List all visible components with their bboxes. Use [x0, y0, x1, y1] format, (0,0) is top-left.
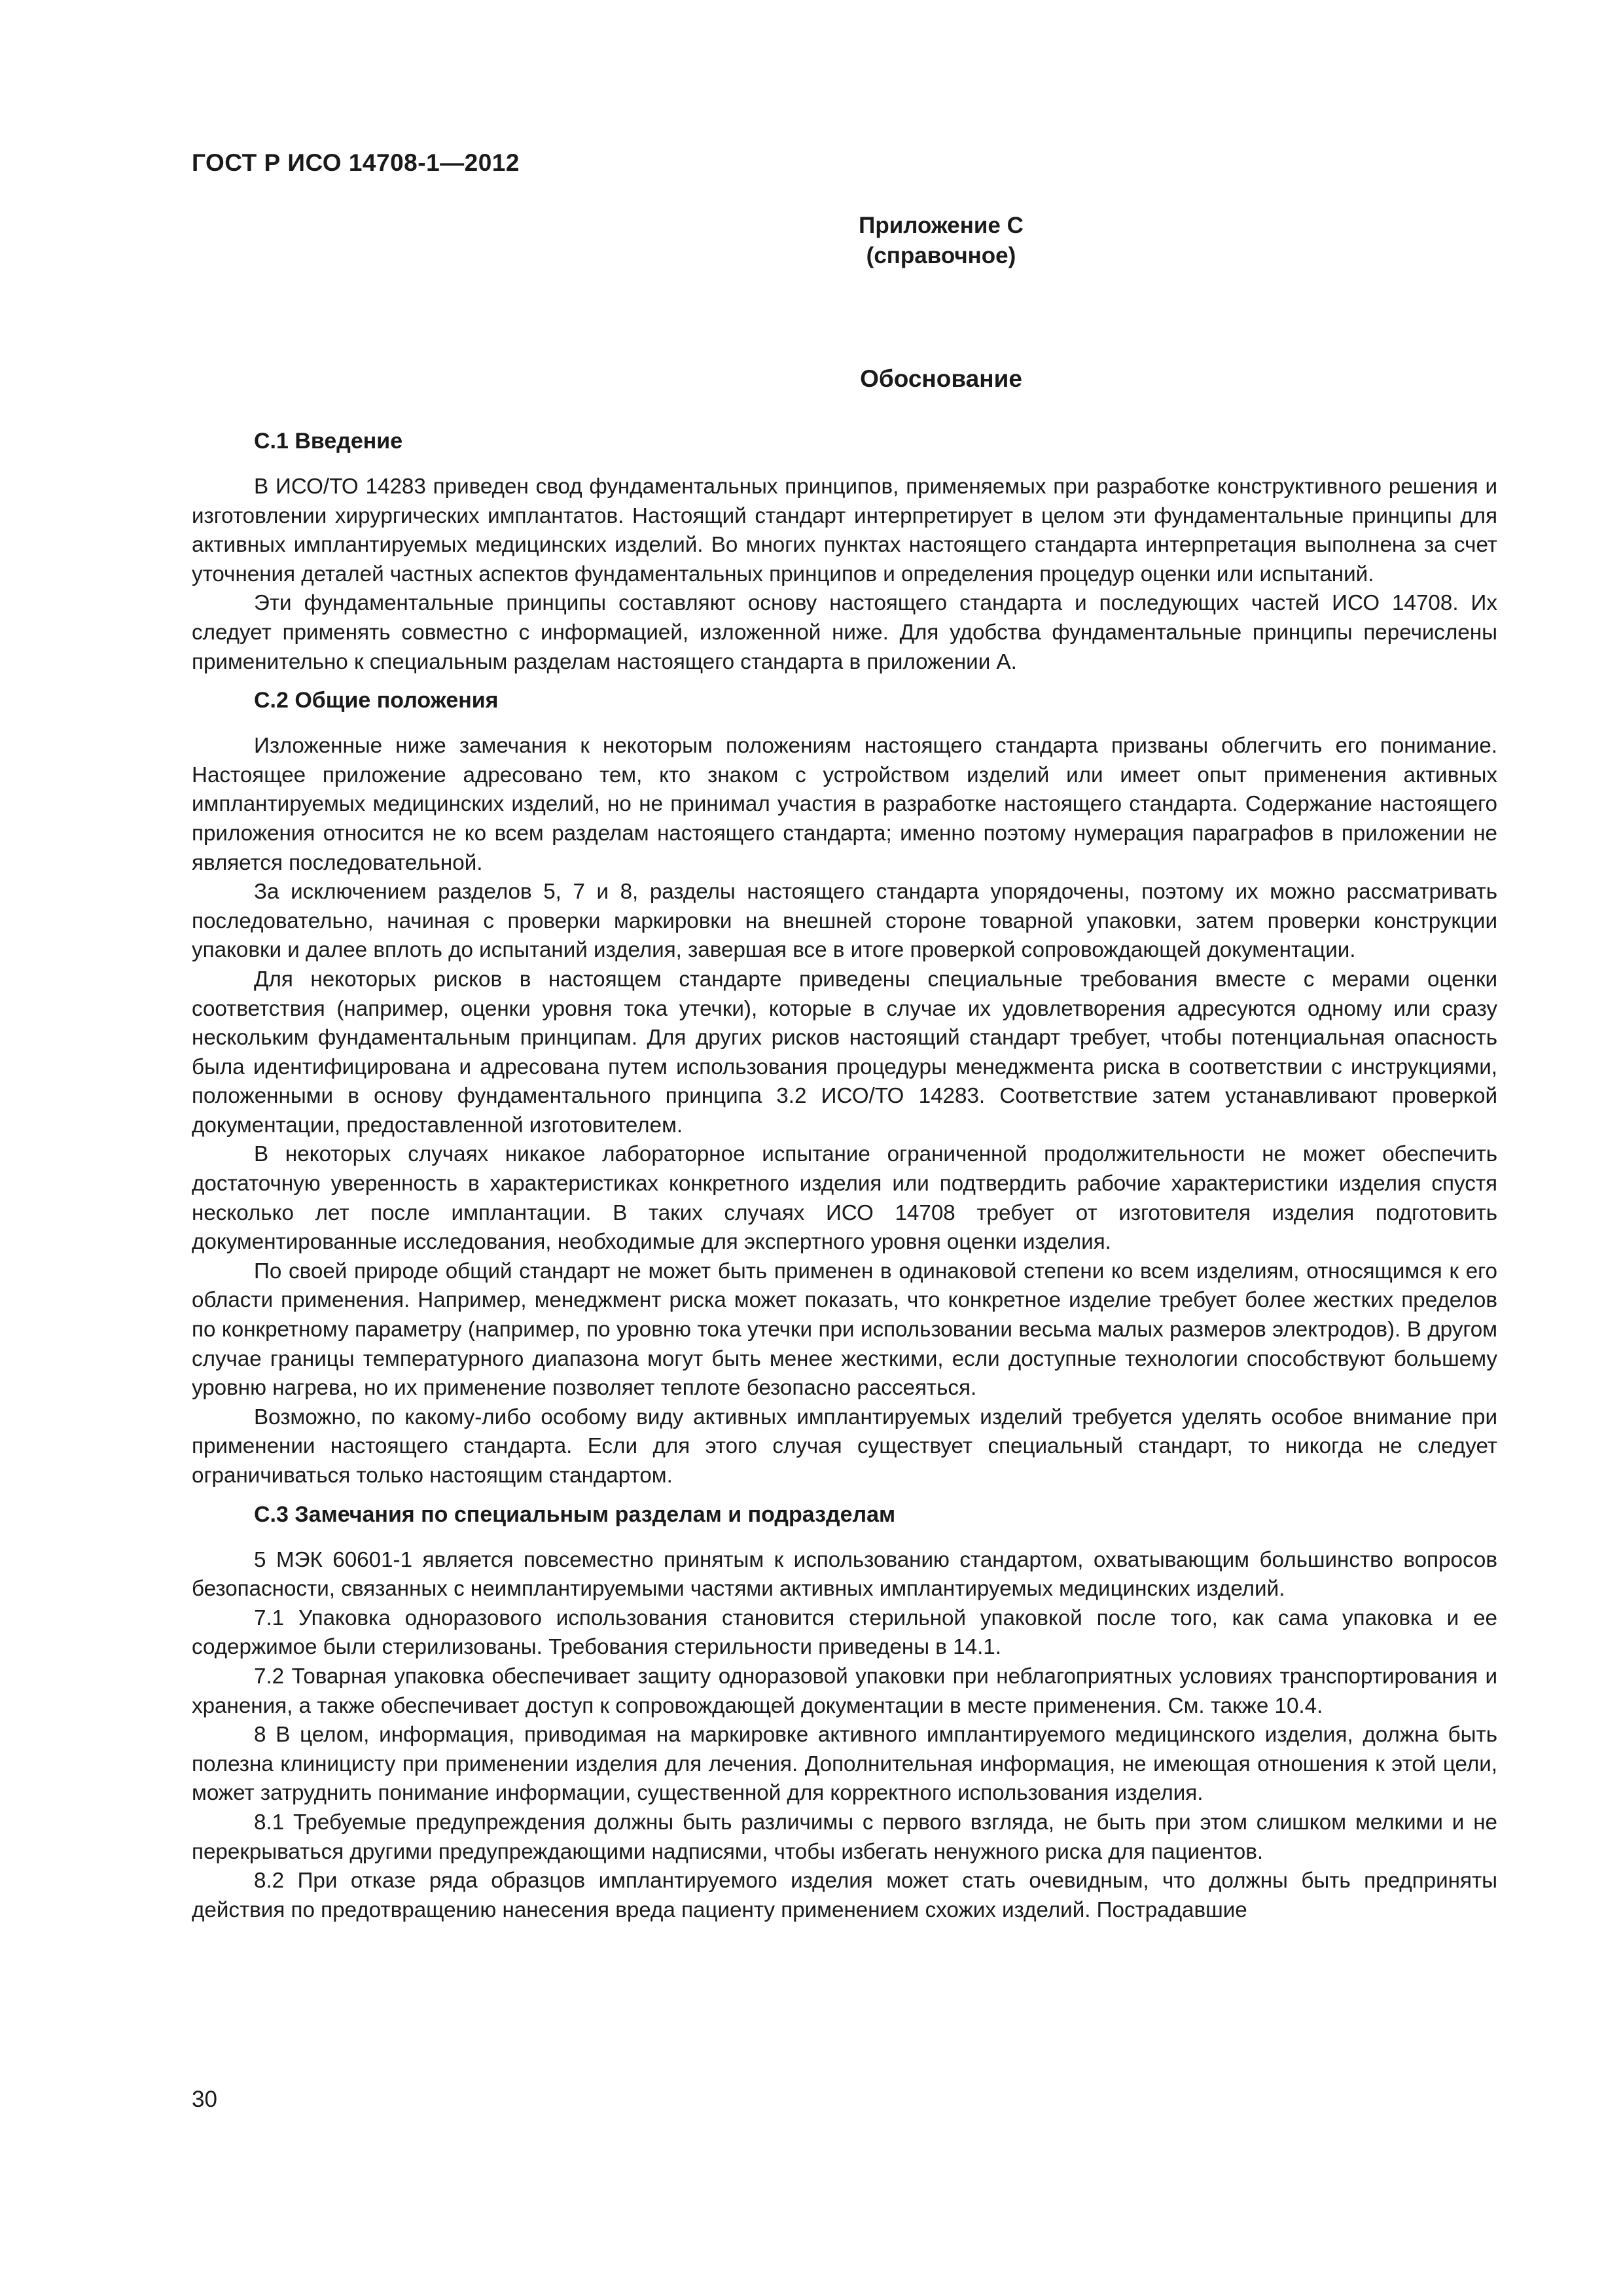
- paragraph: Изложенные ниже замечания к некоторым положениям настоящего стандарта призваны облегчить его понимание. Настоящее приложение адресовано тем, кто знаком с устройством изделий или имеет опыт применения активных имплантируемых медицинских изделий, но не принимал участия в разработке настоящего стандарта. Содержание настоящего приложения относится не ко всем разделам настоящего стандарта; именно поэтому нумерация параграфов в приложении не является последовательной.: [192, 734, 1497, 875]
- paragraph: 7.2 Товарная упаковка обеспечивает защиту одноразовой упаковки при неблагоприятных условиях транспортирования и хранения, а также обеспечивает доступ к сопровождающей документации в месте применения. См. также 10.4.: [192, 1664, 1497, 1718]
- paragraph: В ИСО/ТО 14283 приведен свод фундаментальных принципов, применяемых при разработке конструктивного решения и изготовлении хирургических имплантатов. Настоящий стандарт интерпретирует в целом эти фундаментальные принципы для активных имплантируемых медицинских изделий. Во многих пунктах настоящего стандарта интерпретация выполнена за счет уточнения деталей частных аспектов фундаментальных принципов и определения процедур оценки или испытаний.: [192, 475, 1497, 586]
- appendix-title-text: Обоснование: [860, 365, 1022, 392]
- section-heading-c1: С.1 Введение: [254, 429, 403, 454]
- paragraph: 8 В целом, информация, приводимая на маркировке активного имплантируемого медицинского изделия, должна быть полезна клиницисту при применении изделия для лечения. Дополнительная информация, не имеющая отношения к этой цели, может затруднить понимание информации, существенной для корректного использования изделия.: [192, 1723, 1497, 1806]
- paragraph: По своей природе общий стандарт не может быть применен в одинаковой степени ко всем изделиям, относящимся к его области применения. Например, менеджмент риска может показать, что конкретное изделие требует более жестких пределов по конкретному параметру (например, по уровню тока утечки при использовании весьма малых размеров электродов). В другом случае границы температурного диапазона могут быть менее жесткими, если доступные технологии способствуют большему уровню нагрева, но их применение позволяет теплоте безопасно рассеяться.: [192, 1259, 1497, 1401]
- section-heading-c2: С.2 Общие положения: [254, 688, 499, 713]
- appendix-type: (справочное): [866, 243, 1016, 268]
- paragraph: Для некоторых рисков в настоящем стандарте приведены специальные требования вместе с мерами оценки соответствия (например, оценки уровня тока утечки), которые в случае их удовлетворения адресуются одному или сразу нескольким фундаментальным принципам. Для других рисков настоящий стандарт требует, чтобы потенциальная опасность была идентифицирована и адресована путем использования процедуры менеджмента риска в соответствии с инструкциями, положенными в основу фундаментального принципа 3.2 ИСО/ТО 14283. Соответствие затем устанавливают проверкой документации, предоставленной изготовителем.: [192, 967, 1497, 1138]
- paragraph: 7.1 Упаковка одноразового использования становится стерильной упаковкой после того, как сама упаковка и ее содержимое были стерилизованы. Требования стерильности приведены в 14.1.: [192, 1605, 1497, 1660]
- paragraph: Эти фундаментальные принципы составляют основу настоящего стандарта и последующих частей ИСО 14708. Их следует применять совместно с информацией, изложенной ниже. Для удобства фундаментальные принципы перечислены применительно к специальным разделам настоящего стандарта в приложении А.: [192, 591, 1497, 674]
- paragraph: За исключением разделов 5, 7 и 8, разделы настоящего стандарта упорядочены, поэтому их можно рассматривать последовательно, начиная с проверки маркировки на внешней стороне товарной упаковки, затем проверки конструкции упаковки и далее вплоть до испытаний изделия, завершая все в итоге проверкой сопровождающей документации.: [192, 880, 1497, 963]
- appendix-label: Приложение С: [859, 213, 1024, 238]
- paragraph: 8.1 Требуемые предупреждения должны быть различимы с первого взгляда, не быть при этом слишком мелкими и не перекрываться другими предупреждающими надписями, чтобы избегать ненужного риска для пациентов.: [192, 1810, 1497, 1864]
- appendix-title: [192, 365, 1501, 393]
- paragraph: 5 МЭК 60601-1 является повсеместно принятым к использованию стандартом, охватывающим большинство вопросов безопасности, связанных с неимплантируемыми частями активных имплантируемых медицинских изделий.: [192, 1547, 1497, 1602]
- document-code-header: ГОСТ Р ИСО 14708-1—2012: [192, 149, 520, 176]
- paragraph: 8.2 При отказе ряда образцов имплантируемого изделия может стать очевидным, что должны быть предприняты действия по предотвращению нанесения вреда пациенту применением схожих изделий. Пострадавшие: [192, 1869, 1497, 1922]
- appendix-caption: [192, 211, 1501, 271]
- paragraph: В некоторых случаях никакое лабораторное испытание ограниченной продолжительности не может обеспечить достаточную уверенность в характеристиках конкретного изделия или подтвердить рабочие характеристики изделия спустя несколько лет после имплантации. В таких случаях ИСО 14708 требует от изготовителя изделия подготовить документированные исследования, необходимые для экспертного уровня оценки изделия.: [192, 1142, 1497, 1255]
- paragraph: Возможно, по какому-либо особому виду активных имплантируемых изделий требуется уделять особое внимание при применении настоящего стандарта. Если для этого случая существует специальный стандарт, то никогда не следует ограничиваться только настоящим стандартом.: [192, 1405, 1497, 1488]
- page-number: 30: [192, 2087, 217, 2112]
- section-heading-c3: С.3 Замечания по специальным разделам и подразделам: [254, 1501, 896, 1527]
- document-body: [192, 427, 1497, 1925]
